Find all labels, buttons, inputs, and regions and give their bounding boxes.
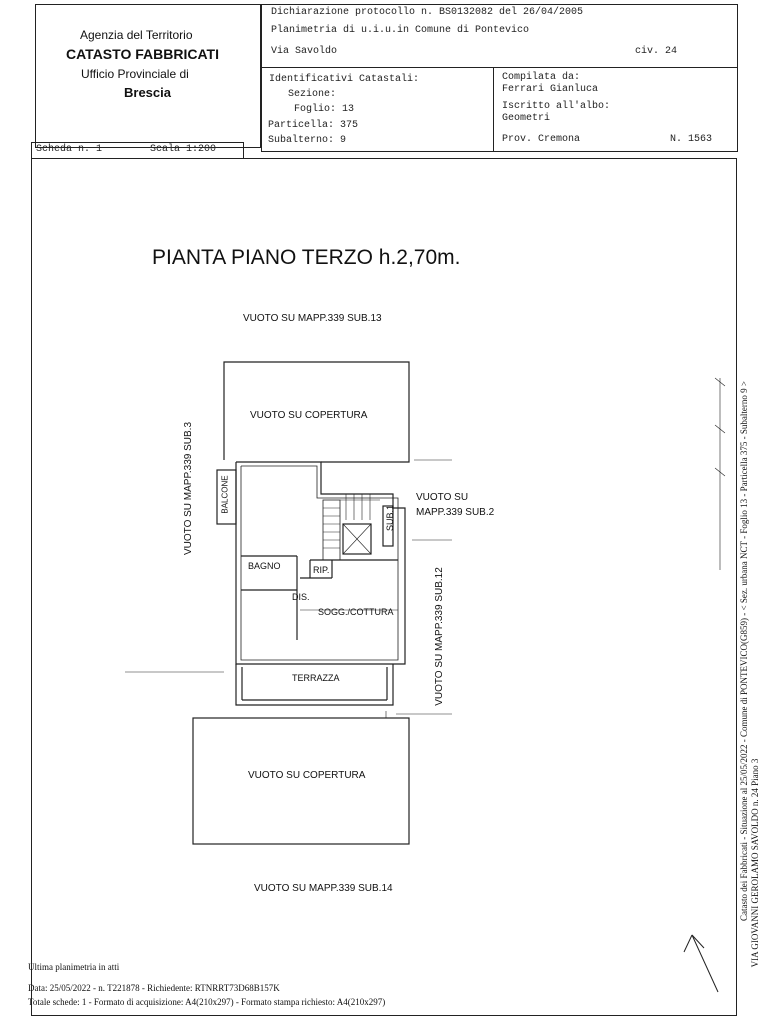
civ-text: civ. 24 xyxy=(635,46,678,57)
prov-text: Prov. Cremona xyxy=(502,134,581,145)
identificativi-label: Identificativi Catastali: xyxy=(269,74,420,85)
label-vuoto-copertura-top: VUOTO SU COPERTURA xyxy=(250,410,368,421)
label-vuoto-copertura-bottom: VUOTO SU COPERTURA xyxy=(248,770,366,781)
office-name: Ufficio Provinciale di xyxy=(81,67,189,81)
iscritto-value: Geometri xyxy=(502,113,551,124)
label-vuoto-sub3: VUOTO SU MAPP.339 SUB.3 xyxy=(183,421,195,556)
label-sogg-cottura: SOGG./COTTURA xyxy=(318,607,394,617)
label-vuoto-sub12: VUOTO SU MAPP.339 SUB.12 xyxy=(433,567,445,706)
scala-text: Scala 1:200 xyxy=(150,144,217,155)
numero-text: N. 1563 xyxy=(670,134,713,145)
compilata-name: Ferrari Gianluca xyxy=(502,84,599,95)
label-sub1: SUB.1 xyxy=(385,504,396,532)
sezione-label: Sezione: xyxy=(288,89,337,100)
label-mapp-sub2: MAPP.339 SUB.2 xyxy=(416,507,495,518)
side-address-line: VIA GIOVANNI GEROLAMO SAVOLDO n. 24 Piano 3 xyxy=(750,758,760,968)
compilata-label: Compilata da: xyxy=(502,72,581,83)
dichiarazione-text: Dichiarazione protocollo n. BS0132082 del 26/04/2005 xyxy=(271,7,584,18)
office-city: Brescia xyxy=(124,85,171,100)
label-rip: RIP. xyxy=(313,565,330,575)
agency-name: Agenzia del Territorio xyxy=(80,28,193,42)
via-text: Via Savoldo xyxy=(271,46,338,57)
label-bagno: BAGNO xyxy=(248,561,281,571)
label-vuoto-su: VUOTO SU xyxy=(416,492,469,503)
label-balcone: BALCONE xyxy=(220,475,230,514)
label-dis: DIS. xyxy=(292,592,310,602)
iscritto-label: Iscritto all'albo: xyxy=(502,101,611,112)
footer-ultima: Ultima planimetria in atti xyxy=(28,962,120,972)
label-terrazza: TERRAZZA xyxy=(292,673,340,683)
planimetria-text: Planimetria di u.i.u.in Comune di Pontevico xyxy=(271,25,530,36)
foglio-value: Foglio: 13 xyxy=(294,104,355,115)
side-catasto-line: Catasto dei Fabbricati - Situazione al 25/05/2022 - Comune di PONTEVICO(G859) - < Sez. urbana NCT - Foglio 13 - Particella 375 - Subalterno 9 > xyxy=(739,381,749,921)
label-vuoto-sub13: VUOTO SU MAPP.339 SUB.13 xyxy=(243,313,382,324)
particella-value: Particella: 375 xyxy=(268,120,359,131)
catasto-title: CATASTO FABBRICATI xyxy=(66,46,219,62)
footer-totale: Totale schede: 1 - Formato di acquisizione: A4(210x297) - Formato stampa richiesto: A4(210x297) xyxy=(28,997,386,1007)
footer-data: Data: 25/05/2022 - n. T221878 - Richiedente: RTNRRT73D68B157K xyxy=(28,983,280,993)
plan-title: PIANTA PIANO TERZO h.2,70m. xyxy=(152,246,461,269)
label-vuoto-sub14: VUOTO SU MAPP.339 SUB.14 xyxy=(254,883,393,894)
subalterno-value: Subalterno: 9 xyxy=(268,135,347,146)
scheda-text: Scheda n. 1 xyxy=(36,144,103,155)
